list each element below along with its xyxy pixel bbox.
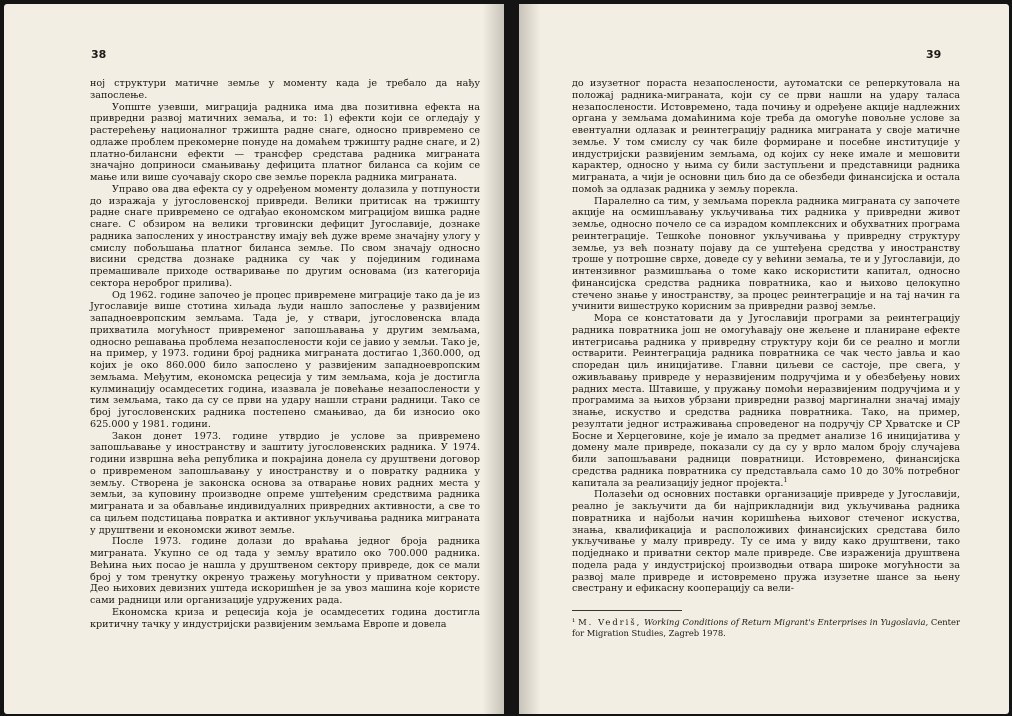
paragraph: Од 1962. године започео је процес привремене миграције тако да је из Југославије више стотина хиљада људи нашло запослење у развијеним западноевропским земљама. Тада је, у ствари, југословенска влада прихватила могућност привременог запошљавања у другим земљама, односно решавања проблема незапослености који се јавио у земљи. Тако је, на пример, у 1973. години број радника миграната достигао 1,360.000, од којих је око 860.000 било запослено у развијеним западноевропским земљама. Међутим, економска рецесија у тим земљама, која је достигла кулминацију осамдесетих година, изазвала је повећање незапослености у тим земљама, тако да су се први на удару нашли страни радници. Тако се број југословенских радника постепено смањивао, да би износио око 625.000 у 1981. години.: [90, 289, 480, 430]
paragraph: Економска криза и рецесија која је осамдесетих година достигла критичну тачку у индустријски развијеним земљама Европе и довела: [90, 606, 480, 630]
paragraph: Управо ова два ефекта су у одређеном моменту долазила у потпуности до изражаја у југословенској привреди. Велики притисак на тржишту радне снаге привремено се одгађао економском миграцијом вишка радне снаге. С обзиром на велики трговински дефицит Југославије, дознаке радника запослених у иностранству имају већ дуже време значајну улогу у смислу побољшања платног биланса земље. По свом значају односно висини средства дознаке радника су чак у појединим годинама премашивале приходе остваривање по другим основама (из категорија сектора нероброг прилива).: [90, 183, 480, 289]
footnote-author: M. Vedriš,: [578, 617, 642, 627]
gutter-shadow: [482, 4, 504, 714]
body-text: [572, 78, 960, 595]
right-page: [519, 4, 1009, 714]
footnote-source: Center for Migration Studies, Zagreb 1978.: [572, 617, 961, 638]
page-number: 39: [926, 48, 942, 61]
paragraph: После 1973. године долази до враћања једног броја радника миграната. Укупно се од тада у земљу вратило око 700.000 радника. Већина њих посао је нашла у друштвеном сектору привреде, док се мали број у том тренутку окренуо тражењу могућности у приватном сектору. Део њихових девизних уштеда искоришћен је за увоз машина које користе сами радници или организације удружених рада.: [90, 536, 480, 606]
footnote-number: ¹: [572, 617, 576, 627]
paragraph: Закон донет 1973. године утврдио је услове за привремено запошљавање у иностранству и заштиту југословенских радника. У 1974. години извршна већа република и покрајина донела су друштвени договор о привременом запошљавању у иностранству и о повратку радника у земљу. Створена је законска основа за отварање нових радних места у земљи, за куповину производне опреме уштеђеним средствима радника миграната и за обављање индивидуалних привредних активности, а све то са циљем подстицања повратка и активног укључивања радника миграната у друштвени и економски живот земље.: [90, 430, 480, 536]
paragraph: [572, 313, 960, 489]
footnote-rule: [572, 610, 682, 611]
gutter-shadow: [519, 4, 541, 714]
paragraph: Паралелно са тим, у земљама порекла радника миграната су започете акције на осмишљавању укључивања тих радника у привредни живот земље, односно почело се са израдом комплексних и обухватних програма реинтеграције. Тешкоће поновног укључивања у привредну структуру земље, уз већ познату појаву да се уштеђена средства у иностранству троше у потрошне сврхе, доведе су у већини земаља, те и у Југославији, до интензивног размишљања о томе како искористити капитал, односно финансијска средства радника повратника, као и њихово целокупно стечено знање у иностранству, за процес реинтеграције и на тај начин га учинити вишеструко корисним за привредни развој земље.: [572, 195, 960, 313]
body-text: [90, 78, 480, 630]
footnote-marker: 1: [783, 475, 788, 484]
paragraph-text: Мора се констатовати да у Југославији програми за реинтеграцију радника повратника још не омогућавају оне жељене и планиране ефекте интегрисања радника у привредну структуру који би се реално и могли остварити. Реинтеграција радника повратника се чак често јавља и као споредан циљ иницијативе. Главни циљеви се састоје, пре свега, у оживљавању привреде у неразвијеним подручјима и у обезбеђењу нових радних места. Штавише, у пружању помоћи неразвијеним подручјима и у програмима за њихов убрзани привредни развој маргинални значај имају знање, искуство и средства радника повратника. Тако, на пример, резултати једног истраживања спроведеног на подручју СР Хрватске и СР Босне и Херцеговине, које је имало за предмет анализе 16 иницијатива у домену мале привреде, показали су да су у врло малом броју случајева били запошљавани радници повратници. Истовремено, финансијска средства радника повратника су представљала само 10 до 30% потребног капитала за реализацију једног пројекта.: [572, 313, 960, 489]
left-page: [4, 4, 504, 714]
footnote: [572, 617, 960, 639]
footnote-title: Working Conditions of Return Migrant's Enterprises in Yugoslavia,: [644, 617, 929, 627]
page-number: 38: [91, 48, 107, 61]
paragraph: ној структури матичне земље у моменту када је требало да нађу запослење.: [90, 78, 480, 101]
paragraph: Полазећи од основних поставки организације привреде у Југославији, реално је закључити да би најприкладнији вид укључивања радника повратника и најбољи начин коришћења њиховог стеченог искуства, знања, квалификација и расположивих финансијских средстава било укључивање у малу привреду. Ту се има у виду како друштвени, тако подједнако и приватни сектор мале привреде. Све израженија друштвена подела рада у индустријској производњи отвара широке могућности за развој мале привреде и истовремено пружа изузетне шансе за њену свестрану и ефикасну кооперацију са вели-: [572, 489, 960, 595]
paragraph: до изузетног пораста незапослености, аутоматски се реперкутовала на положај радника-миграната, који су се први нашли на удару таласа незапослености. Истовремено, тада почињу и одређене акције надлежних органа у земљама домаћинима које треба да омогуће повољне услове за евентуални одлазак и реинтеграцију радника миграната у своје матичне земље. У том смислу су чак биле формиране и посебне институције у индустријски развијеним земљама, од којих су неке имале и мешовити карактер, односно у њима су били заступљени и представници радника миграната, а чији је основни циљ био да се обезбеди финансијска и остала помоћ за одлазак радника у земљу порекла.: [572, 78, 960, 195]
paragraph: Уопште узевши, миграција радника има два позитивна ефекта на привредни развој матичних земаља, и то: 1) ефекти који се огледају у растерећењу националног тржишта радне снаге, односно привремено се одлаже проблем прекомерне понуде на домаћем тржишту радне снаге, и 2) платно-билансни ефекти — трансфер средстава радника миграната значајно доприноси смањивању дефицита платног биланса са којим се мање или више суочавају скоро све земље порекла радника миграната.: [90, 101, 480, 183]
